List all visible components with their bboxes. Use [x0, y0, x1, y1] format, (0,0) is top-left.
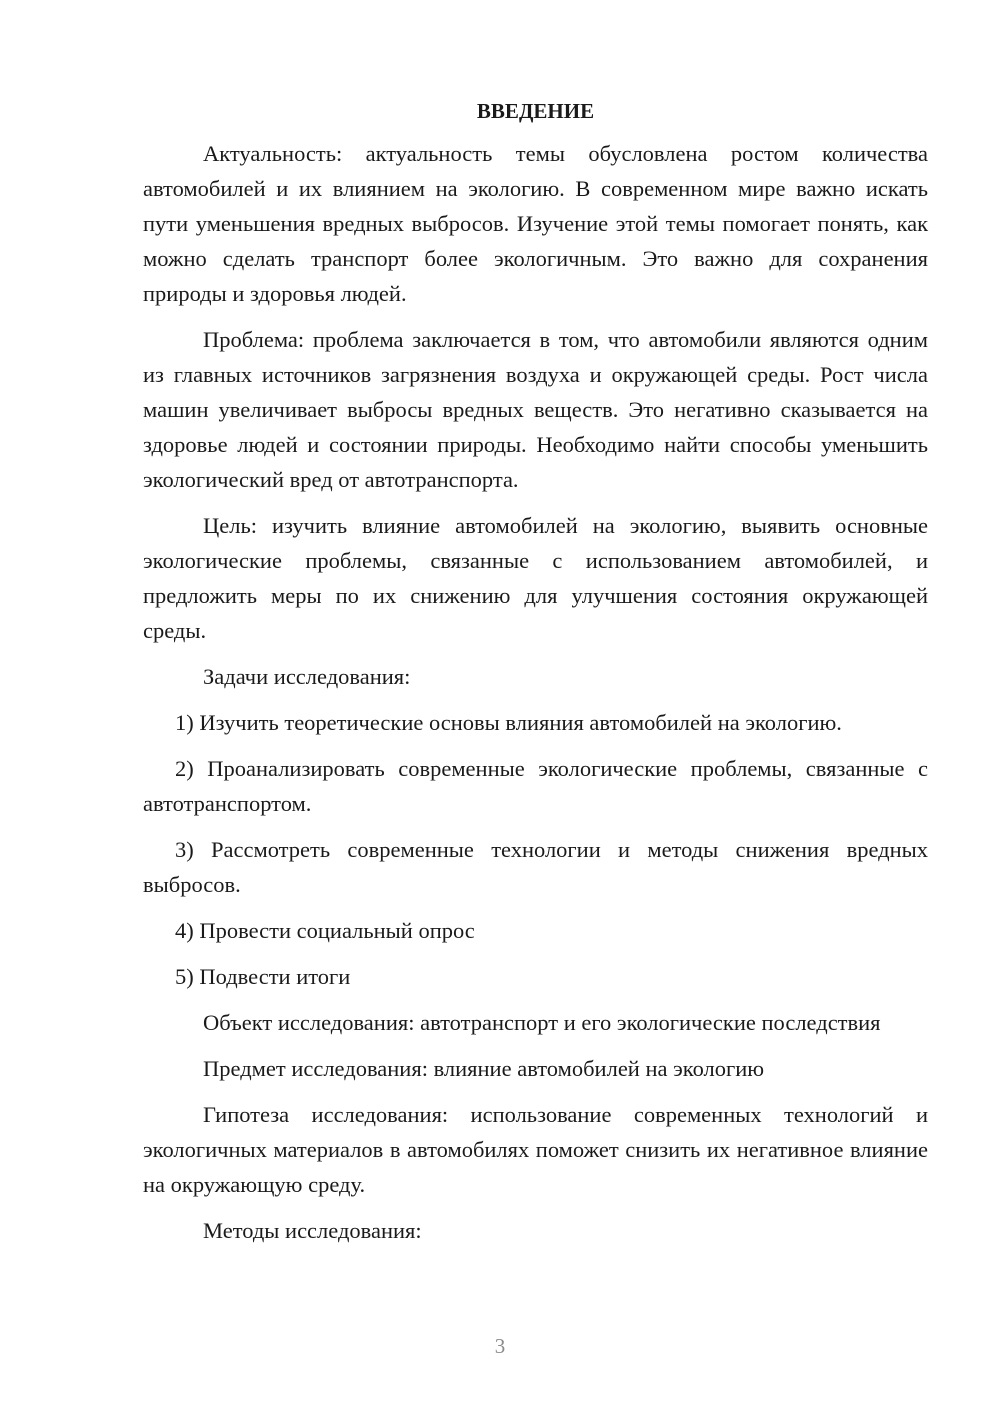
paragraph-object: Объект исследования: автотранспорт и его экологические последствия — [203, 1010, 881, 1035]
page-content — [143, 96, 928, 1259]
paragraph-hypothesis: Гипотеза исследования: использование современных технологий и экологичных материалов в автомобилях поможет снизить их негативное влияние на окружающую среду. — [143, 1102, 928, 1197]
paragraph-tasks-intro: Задачи исследования: — [203, 664, 411, 689]
paragraph-methods: Методы исследования: — [203, 1218, 422, 1243]
paragraph-subject: Предмет исследования: влияние автомобилей на экологию — [203, 1056, 765, 1081]
task-item-5: 5) Подвести итоги — [175, 964, 351, 989]
task-item-3: 3) Рассмотреть современные технологии и методы снижения вредных выбросов. — [143, 837, 928, 897]
task-item-2: 2) Проанализировать современные экологические проблемы, связанные с автотранспортом. — [143, 756, 928, 816]
paragraph-problem: Проблема: проблема заключается в том, что автомобили являются одним из главных источников загрязнения воздуха и окружающей среды. Рост числа машин увеличивает выбросы вредных веществ. Это негативно сказывается на здоровье людей и состоянии природы. Необходимо найти способы уменьшить экологический вред от автотранспорта. — [143, 327, 928, 492]
paragraph-goal: Цель: изучить влияние автомобилей на экологию, выявить основные экологические проблемы, связанные с использованием автомобилей, и предложить меры по их снижению для улучшения состояния окружающей среды. — [143, 513, 928, 643]
page-number: 3 — [494, 1334, 506, 1358]
task-item-1: 1) Изучить теоретические основы влияния автомобилей на экологию. — [175, 710, 842, 735]
paragraph-relevance: Актуальность: актуальность темы обусловлена ростом количества автомобилей и их влиянием на экологию. В современном мире важно искать пути уменьшения вредных выбросов. Изучение этой темы помогает понять, как можно сделать транспорт более экологичным. Это важно для сохранения природы и здоровья людей. — [143, 141, 928, 306]
task-item-4: 4) Провести социальный опрос — [175, 918, 475, 943]
section-heading: ВВЕДЕНИЕ — [476, 99, 595, 123]
